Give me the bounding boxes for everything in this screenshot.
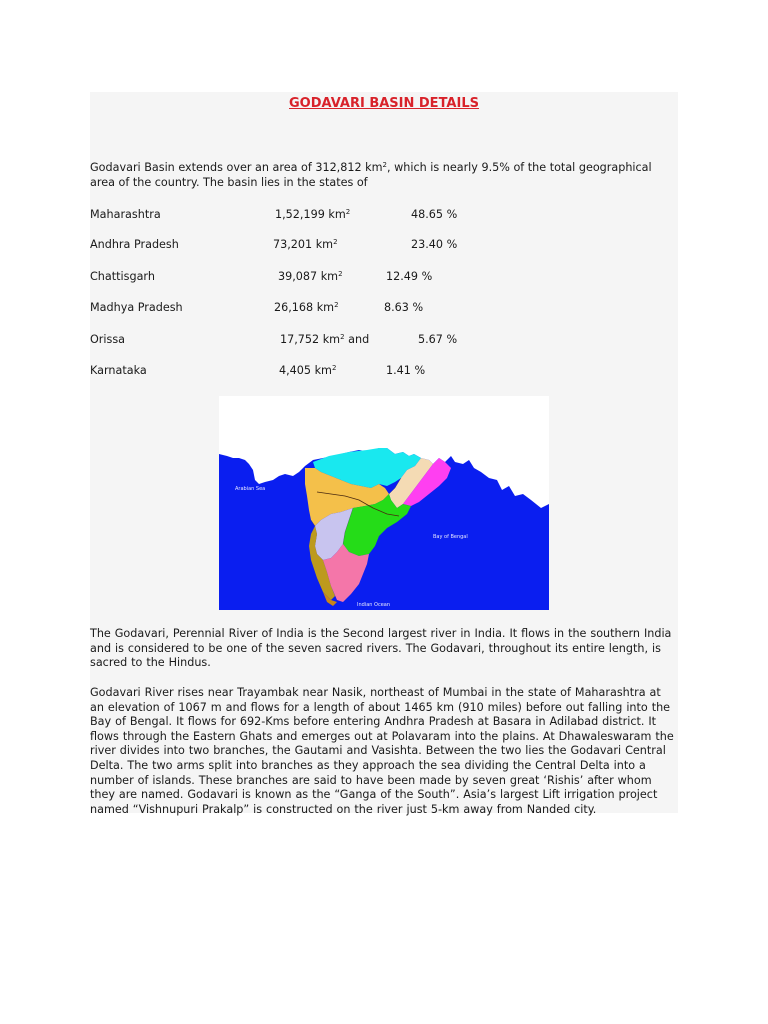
ocean-label: Indian Ocean	[357, 602, 391, 608]
paragraph: The Godavari, Perennial River of India is the Second largest river in India. It flows in the southern India and is considered to be one of the seven sacred rivers. The Godavari, throughout its entire length, is sacred to the Hindus.	[90, 627, 672, 670]
document-page	[90, 92, 678, 816]
india-map	[219, 396, 549, 610]
page-title: GODAVARI BASIN DETAILS	[289, 96, 479, 111]
sea-label: Arabian Sea	[235, 486, 266, 492]
state-percent: 48.65 %	[411, 208, 458, 221]
state-area: 26,168 $km^2$	[274, 301, 339, 314]
state-row	[90, 270, 678, 286]
state-percent: 1.41 %	[386, 364, 426, 377]
state-row	[90, 238, 678, 254]
state-row	[90, 301, 678, 317]
state-area: 1,52,199 $km^2$	[275, 208, 351, 221]
state-area: 73,201 $km^2$	[273, 238, 338, 251]
state-name: Chattisgarh	[90, 270, 155, 283]
state-area: 39,087 $km^2$	[278, 270, 343, 283]
state-percent: 5.67 %	[418, 333, 458, 346]
state-name: Orissa	[90, 333, 126, 346]
state-name: Andhra Pradesh	[90, 238, 179, 251]
state-percent: 8.63 %	[384, 301, 424, 314]
state-name: Madhya Pradesh	[90, 301, 183, 314]
intro-paragraph: Godavari Basin extends over an area of 312,812 $km^2$, which is nearly 9.5% of the total geographical area of the country. The basin lies in the states of	[90, 161, 652, 189]
state-percent: 12.49 %	[386, 270, 433, 283]
state-area: 4,405 $km^2$	[279, 364, 337, 377]
state-row	[90, 364, 678, 380]
state-name: Maharashtra	[90, 208, 161, 221]
state-row	[90, 208, 678, 224]
bay-label: Bay of Bengal	[433, 534, 468, 540]
state-percent: 23.40 %	[411, 238, 458, 251]
paragraph: Godavari River rises near Trayambak near Nasik, northeast of Mumbai in the state of Maharashtra at an elevation of 1067 m and flows for a length of about 1465 km (910 miles) before out falling into the Bay of Bengal. It flows for 692-Kms before entering Andhra Pradesh at Basara in Adilabad district. It flows through the Eastern Ghats and emerges out at Polavaram into the plains. At Dhawaleswaram the river divides into two branches, the Gautami and Vasishta. Between the two lies the Godavari Central Delta. The two arms split into branches as they approach the sea dividing the Central Delta into a number of islands. These branches are said to have been made by seven great ‘Rishis’ after whom they are named. Godavari is known as the “Ganga of the South”. Asia’s largest Lift irrigation project named “Vishnupuri Prakalp” is constructed on the river just 5-km away from Nanded city.	[90, 686, 674, 816]
state-area: 17,752 $km^2$ and	[280, 333, 370, 346]
state-name: Karnataka	[90, 364, 147, 377]
state-row	[90, 333, 678, 349]
